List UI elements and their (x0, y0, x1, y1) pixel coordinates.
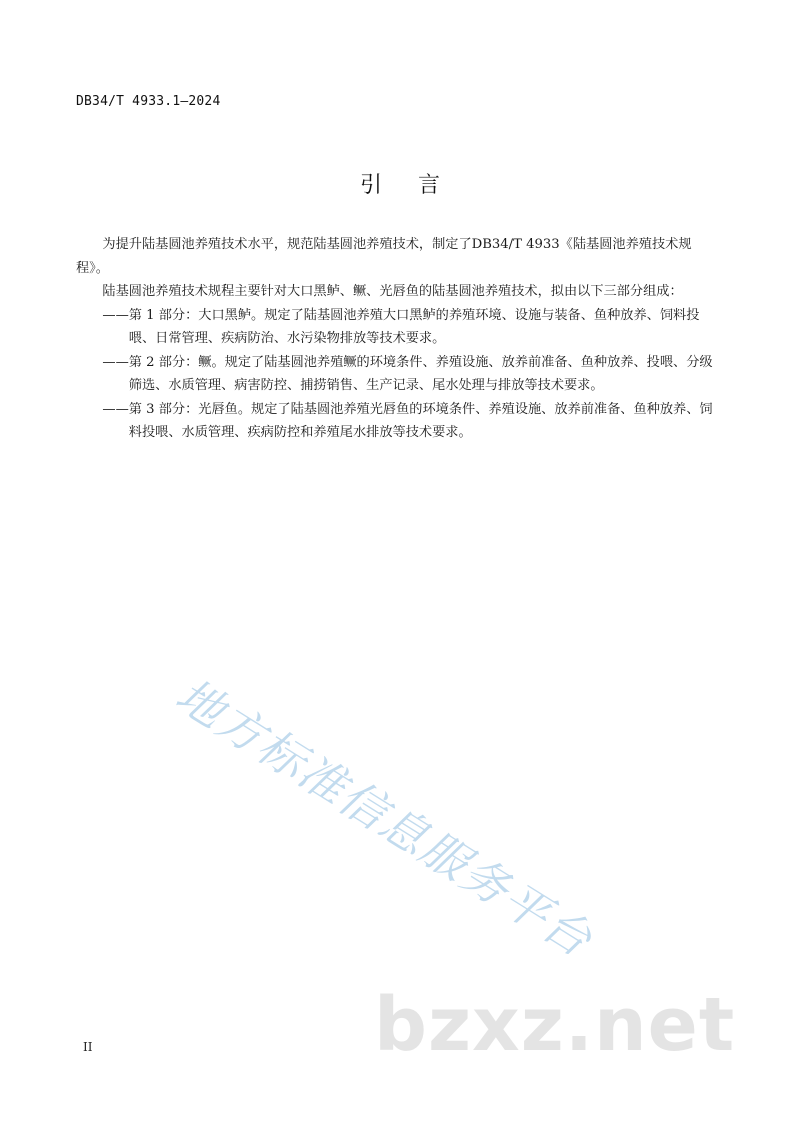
watermark-site: bzxz.net (374, 982, 736, 1068)
list-item-part-3: ——第 3 部分：光唇鱼。规定了陆基圆池养殖光唇鱼的环境条件、养殖设施、放养前准备、鱼种放养、饲料投喂、水质管理、疾病防控和养殖尾水排放等技术要求。 (102, 401, 713, 440)
page-number: II (83, 1040, 93, 1054)
list-item-part-1: ——第 1 部分：大口黑鲈。规定了陆基圆池养殖大口黑鲈的养殖环境、设施与装备、鱼种放养、饲料投喂、日常管理、疾病防治、水污染物排放等技术要求。 (102, 307, 700, 346)
watermark-chinese: 地方标准信息服务平台 (166, 667, 603, 968)
section-title: 引言 (359, 173, 476, 198)
document-code: DB34/T 4933.1—2024 (76, 94, 221, 109)
body-text (76, 233, 716, 445)
paragraph-composition: 陆基圆池养殖技术规程主要针对大口黑鲈、鳜、光唇鱼的陆基圆池养殖技术，拟由以下三部分组成： (102, 284, 683, 299)
list-item-part-2: ——第 2 部分：鳜。规定了陆基圆池养殖鳜的环境条件、养殖设施、放养前准备、鱼种放养、投喂、分级筛选、水质管理、病害防控、捕捞销售、生产记录、尾水处理与排放等技术要求。 (102, 354, 713, 393)
paragraph-intro: 为提升陆基圆池养殖技术水平，规范陆基圆池养殖技术，制定了DB34/T 4933《陆基圆池养殖技术规程》。 (76, 237, 692, 276)
